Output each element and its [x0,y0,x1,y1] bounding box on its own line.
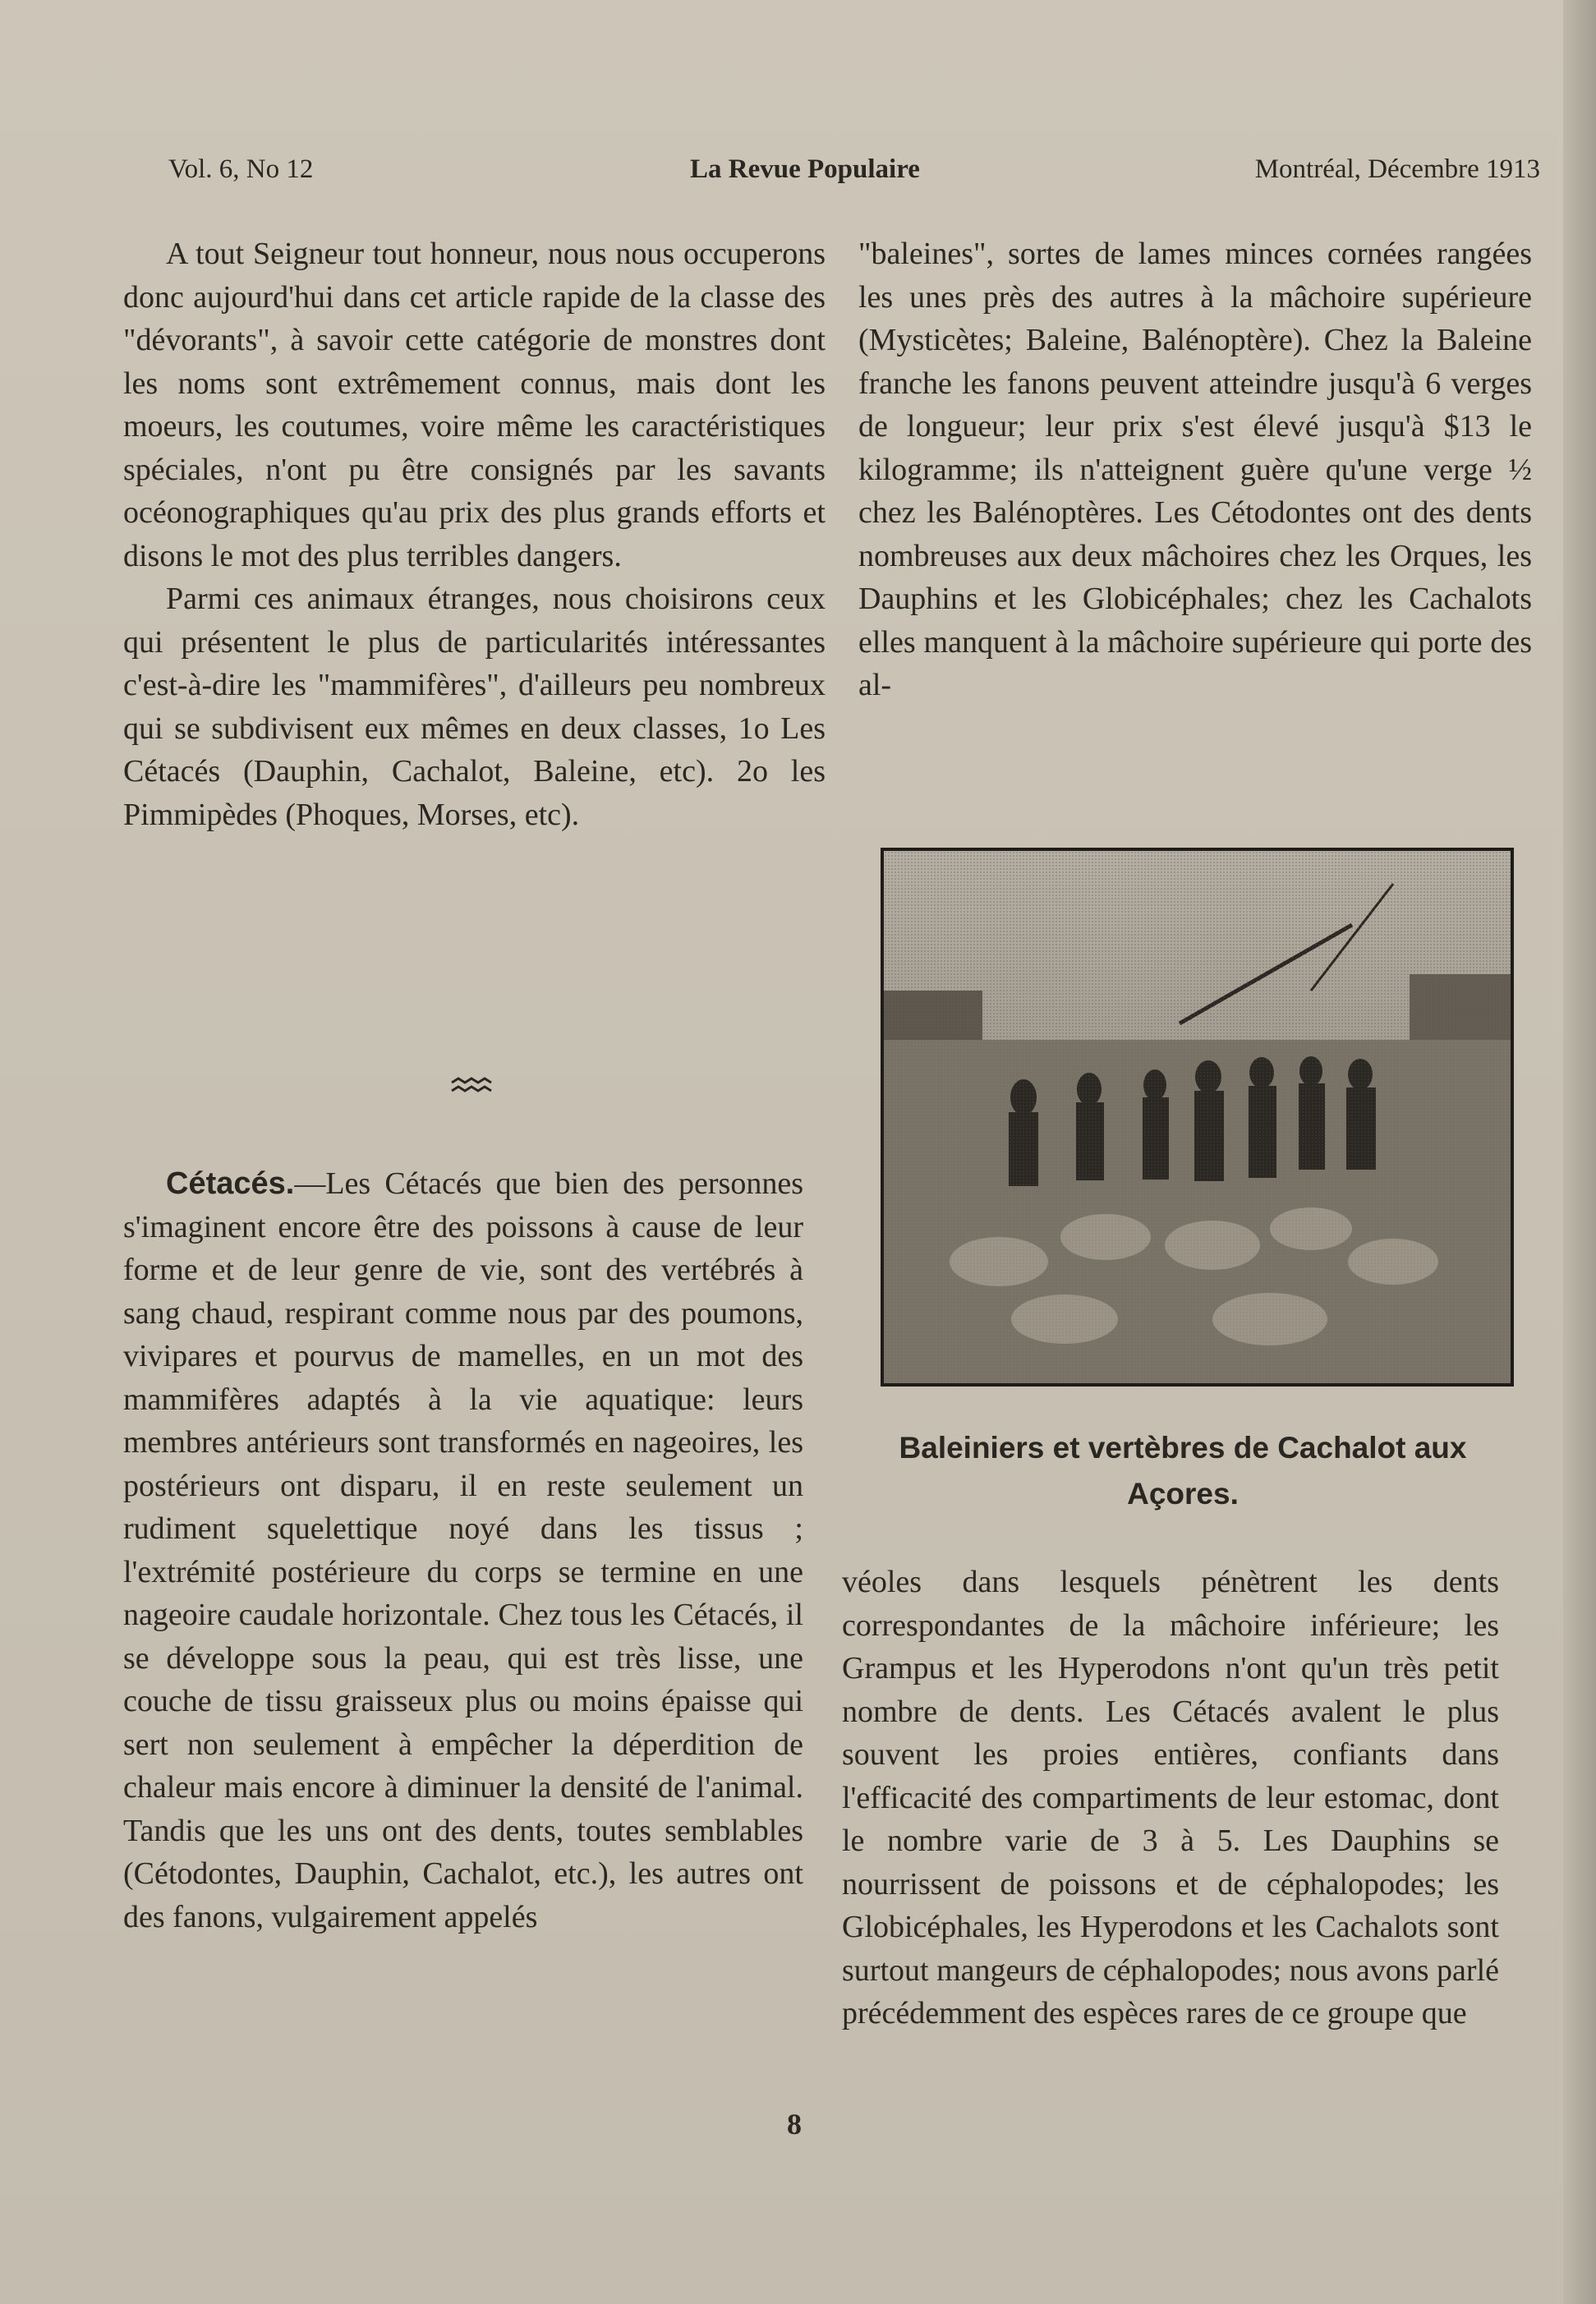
right-column-bottom [842,1561,1499,2035]
paragraph-intro: A tout Seigneur tout honneur, nous nous occuperons donc aujourd'hui dans cet article rapide de la classe des "dévorants", à savoir cette catégorie de monstres dont les noms sont extrêmement connus, mais dont les moeurs, les coutumes, voire même les caractéristiques spéciales, n'ont pu être consignés par les savants océonographiques qu'au prix des plus grands efforts et disons le mot des plus terribles dangers. [123,237,826,573]
paragraph-cetaces-text: —Les Cétacés que bien des personnes s'imaginent encore être des poissons à cause de leur forme et de leur genre de vie, sont des vertébrés à sang chaud, respirant comme nous par des poumons, vivipares et pourvus de mamelles, en un mot des mammifères adaptés à la vie aquatique: leurs membres antérieurs sont transformés en nageoires, les postérieurs ont disparu, il en reste seulement un rudiment squelettique noyé dans les tissus ; l'extrémité postérieure du corps se termine en une nageoire caudale horizontale. Chez tous les Cétacés, il se développe sous la peau, qui est très lisse, une couche de tissu graisseux plus ou moins épaisse qui sert non seulement à empêcher la déperdition de chaleur mais encore à diminuer la densité de l'animal. Tandis que les uns ont des dents, toutes semblables (Cétodontes, Dauphin, Cachalot, etc.), les autres ont des fanons, vulgairement appelés [123,1166,803,1934]
page-number: 8 [787,2108,802,2141]
paragraph-mammals: Parmi ces animaux étranges, nous choisirons ceux qui présentent le plus de particularités intéressantes c'est-à-dire les "mammifères", d'ailleurs peu nombreux qui se subdivisent eux mêmes en deux classes, 1o Les Cétacés (Dauphin, Cachalot, Baleine, etc). 2o les Pimmipèdes (Phoques, Morses, etc). [123,582,826,832]
section-divider-ornament [450,1076,494,1096]
header-date: Montréal, Décembre 1913 [1254,154,1540,184]
halftone-photo [881,848,1514,1387]
paragraph-fanons: "baleines", sortes de lames minces cornées rangées les unes près des autres à la mâchoire supérieure (Mysticètes; Baleine, Balénoptère). Chez la Baleine franche les fanons peuvent atteindre jusqu'à 6 verges de longueur; leur prix s'est élevé jusqu'à $13 le kilogramme; ils n'atteignent guère qu'une verge ½ chez les Balénoptères. Les Cétodontes ont des dents nombreuses aux deux mâchoires chez les Orques, les Dauphins et les Globicéphales; chez les Cachalots elles manquent à la mâchoire supérieure qui porte des al- [858,237,1532,702]
photo-caption: Baleiniers et vertèbres de Cachalot aux Açores. [899,1431,1467,1511]
whalers-photo-image [884,851,1511,1383]
paragraph-dents: véoles dans lesquels pénètrent les dents correspondantes de la mâchoire inférieure; les Grampus et les Hyperodons n'ont qu'un très petit nombre de dents. Les Cétacés avalent le plus souvent les proies entières, confiants dans l'efficacité des compartiments de leur estomac, dont le nombre varie de 3 à 5. Les Dauphins se nourrissent de poissons et de céphalopodes; les Globicéphales, les Hyperodons et les Cachalots sont surtout mangeurs de céphalopodes; nous avons parlé précédemment des espèces rares de ce groupe que [842,1565,1499,2030]
header-title: La Revue Populaire [690,154,920,184]
left-column-bottom [123,1162,803,1938]
running-header [168,154,1540,195]
section-heading: Cétacés. [166,1166,295,1201]
paragraph-cetaces [123,1162,803,1938]
right-column-top [858,232,1532,707]
left-column-top [123,232,826,836]
page-edge [1563,0,1596,2304]
header-volume: Vol. 6, No 12 [168,154,314,184]
